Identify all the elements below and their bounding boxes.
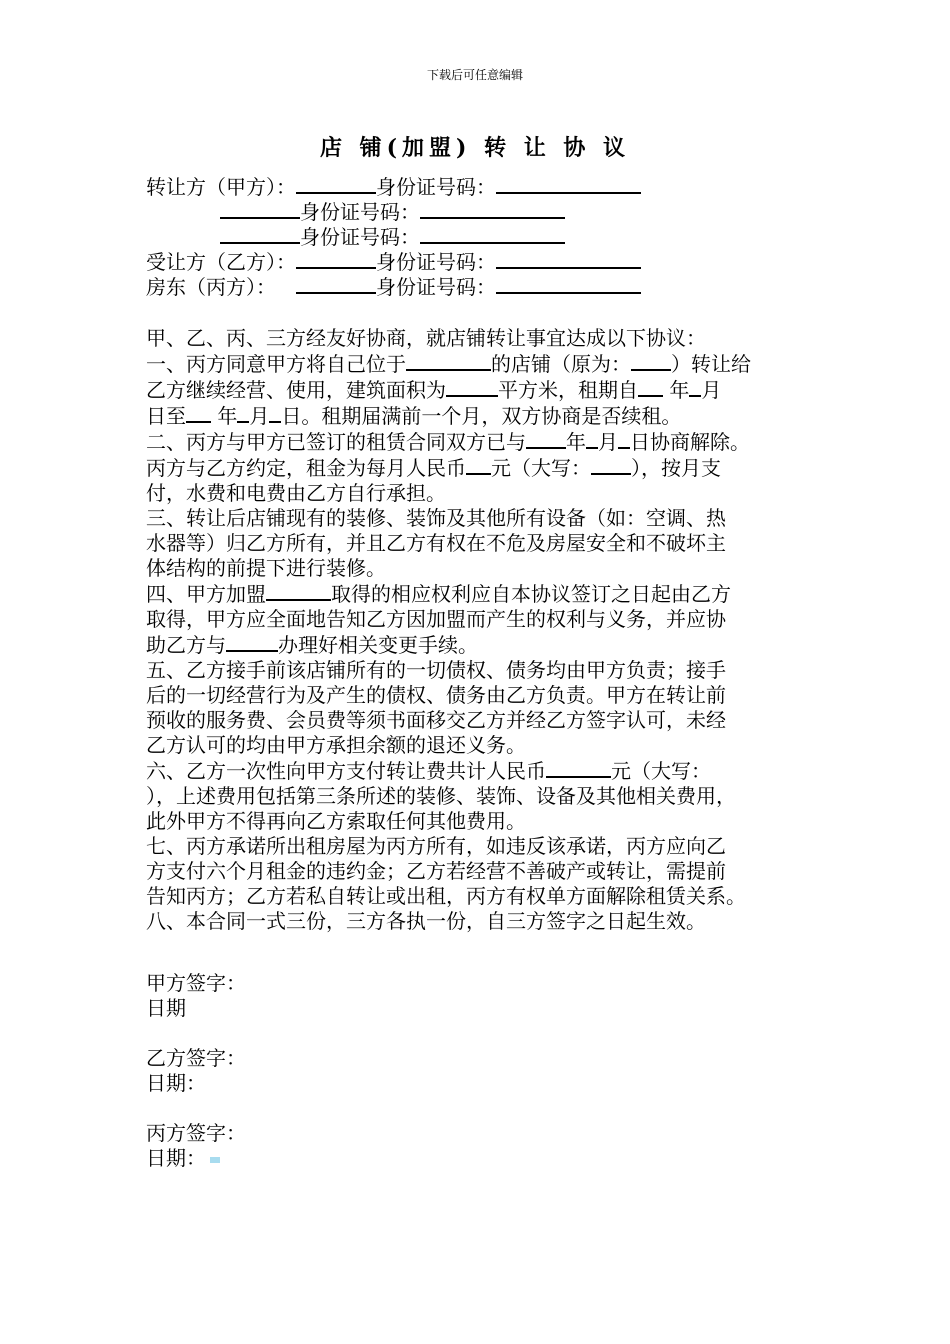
blank-rent-words[interactable]	[591, 455, 631, 475]
clause-6-cont: ），上述费用包括第三条所述的装修、装饰、设备及其他相关费用，	[146, 784, 736, 808]
id-label: 身份证号码：	[300, 225, 420, 249]
blank-name[interactable]	[296, 249, 376, 269]
party-transferor-line-3	[220, 224, 565, 250]
party-transferor-line	[146, 174, 641, 200]
party-c-date-line	[146, 1146, 220, 1171]
party-c-date: 日期：	[146, 1146, 206, 1170]
clause-4-cont-2: 助乙方与 办理好相关变更手续。	[146, 633, 478, 657]
blank-id[interactable]	[496, 174, 641, 194]
id-label: 身份证号码：	[376, 250, 496, 274]
clause-5-cont: 后的一切经营行为及产生的债权、债务由乙方负责。甲方在转让前	[146, 683, 726, 707]
blank-year[interactable]	[186, 403, 211, 423]
blank-name[interactable]	[296, 274, 376, 294]
blank-id[interactable]	[496, 274, 641, 294]
clause-3-cont: 水器等）归乙方所有，并且乙方有权在不危及房屋安全和不破坏主	[146, 531, 726, 555]
landlord-label: 房东（丙方）：	[146, 275, 276, 299]
document-title: 店 铺(加盟) 转 让 协 议	[319, 135, 631, 161]
blank-id[interactable]	[420, 224, 565, 244]
blank-rent[interactable]	[466, 455, 491, 475]
blank-id[interactable]	[496, 249, 641, 269]
party-c-signature: 丙方签字：	[146, 1121, 246, 1145]
blank-party[interactable]	[226, 632, 278, 652]
clause-6-cont-2: 此外甲方不得再向乙方索取任何其他费用。	[146, 809, 526, 833]
clause-5-cont-2: 预收的服务费、会员费等须书面移交乙方并经乙方签字认可，未经	[146, 708, 726, 732]
blank-day[interactable]	[269, 403, 281, 423]
clause-1: 一、丙方同意甲方将自己位于 的店铺（原为： ）转让给	[146, 352, 751, 376]
blank-area[interactable]	[446, 377, 498, 397]
blank-day[interactable]	[618, 429, 630, 449]
transferor-label: 转让方（甲方）：	[146, 175, 296, 199]
blank-original[interactable]	[631, 351, 671, 371]
blank-name[interactable]	[220, 199, 300, 219]
party-landlord-line	[146, 274, 641, 300]
blank-year[interactable]	[638, 377, 663, 397]
clause-7-cont: 方支付六个月租金的违约金；乙方若经营不善破产或转让，需提前	[146, 859, 726, 883]
clause-8: 八、本合同一式三份，三方各执一份，自三方签字之日起生效。	[146, 909, 706, 933]
party-b-signature: 乙方签字：	[146, 1046, 246, 1070]
clause-1-cont: 乙方继续经营、使用，建筑面积为 平方米，租期自 年 月	[146, 378, 722, 402]
blank-month[interactable]	[689, 377, 701, 397]
blank-franchise[interactable]	[266, 581, 331, 601]
party-transferor-line-2	[220, 199, 565, 225]
clause-2: 二、丙方与甲方已签订的租赁合同双方已与 年 月 日协商解除。	[146, 430, 750, 454]
blank-name[interactable]	[220, 224, 300, 244]
clause-4: 四、甲方加盟 取得的相应权利应自本协议签订之日起由乙方	[146, 582, 731, 606]
clause-2-cont: 丙方与乙方约定，租金为每月人民币 元（大写： ），按月支	[146, 456, 721, 480]
id-label: 身份证号码：	[300, 200, 420, 224]
clause-7-cont-2: 告知丙方；乙方若私自转让或出租，丙方有权单方面解除租赁关系。	[146, 884, 746, 908]
blank-location[interactable]	[406, 351, 491, 371]
clause-7: 七、丙方承诺所出租房屋为丙方所有，如违反该承诺，丙方应向乙	[146, 834, 726, 858]
clause-2-cont-2: 付，水费和电费由乙方自行承担。	[146, 481, 446, 505]
blank-id[interactable]	[420, 199, 565, 219]
clause-1-cont-2: 日至 年 月 日。租期届满前一个月，双方协商是否续租。	[146, 404, 682, 428]
clause-5: 五、乙方接手前该店铺所有的一切债权、债务均由甲方负责；接手	[146, 658, 726, 682]
transferee-label: 受让方（乙方）：	[146, 250, 296, 274]
highlight-mark	[210, 1157, 220, 1163]
clause-6: 六、乙方一次性向甲方支付转让费共计人民币 元（大写：	[146, 759, 711, 783]
clause-5-cont-3: 乙方认可的均由甲方承担余额的退还义务。	[146, 733, 526, 757]
intro-text: 甲、乙、丙、三方经友好协商，就店铺转让事宜达成以下协议：	[146, 326, 706, 350]
id-label: 身份证号码：	[376, 175, 496, 199]
blank-fee[interactable]	[546, 758, 611, 778]
blank-month[interactable]	[237, 403, 249, 423]
party-a-date: 日期	[146, 996, 186, 1020]
party-a-signature: 甲方签字：	[146, 971, 246, 995]
blank-year[interactable]	[526, 429, 566, 449]
party-transferee-line	[146, 249, 641, 275]
blank-name[interactable]	[296, 174, 376, 194]
clause-4-cont: 取得，甲方应全面地告知乙方因加盟而产生的权利与义务，并应协	[146, 607, 726, 631]
page-header: 下载后可任意编辑	[426, 68, 523, 82]
clause-3: 三、转让后店铺现有的装修、装饰及其他所有设备（如：空调、热	[146, 506, 726, 530]
clause-3-cont-2: 体结构的前提下进行装修。	[146, 556, 386, 580]
agreement-body	[146, 326, 826, 934]
party-b-date: 日期：	[146, 1071, 206, 1095]
blank-month[interactable]	[586, 429, 598, 449]
id-label: 身份证号码：	[376, 275, 496, 299]
